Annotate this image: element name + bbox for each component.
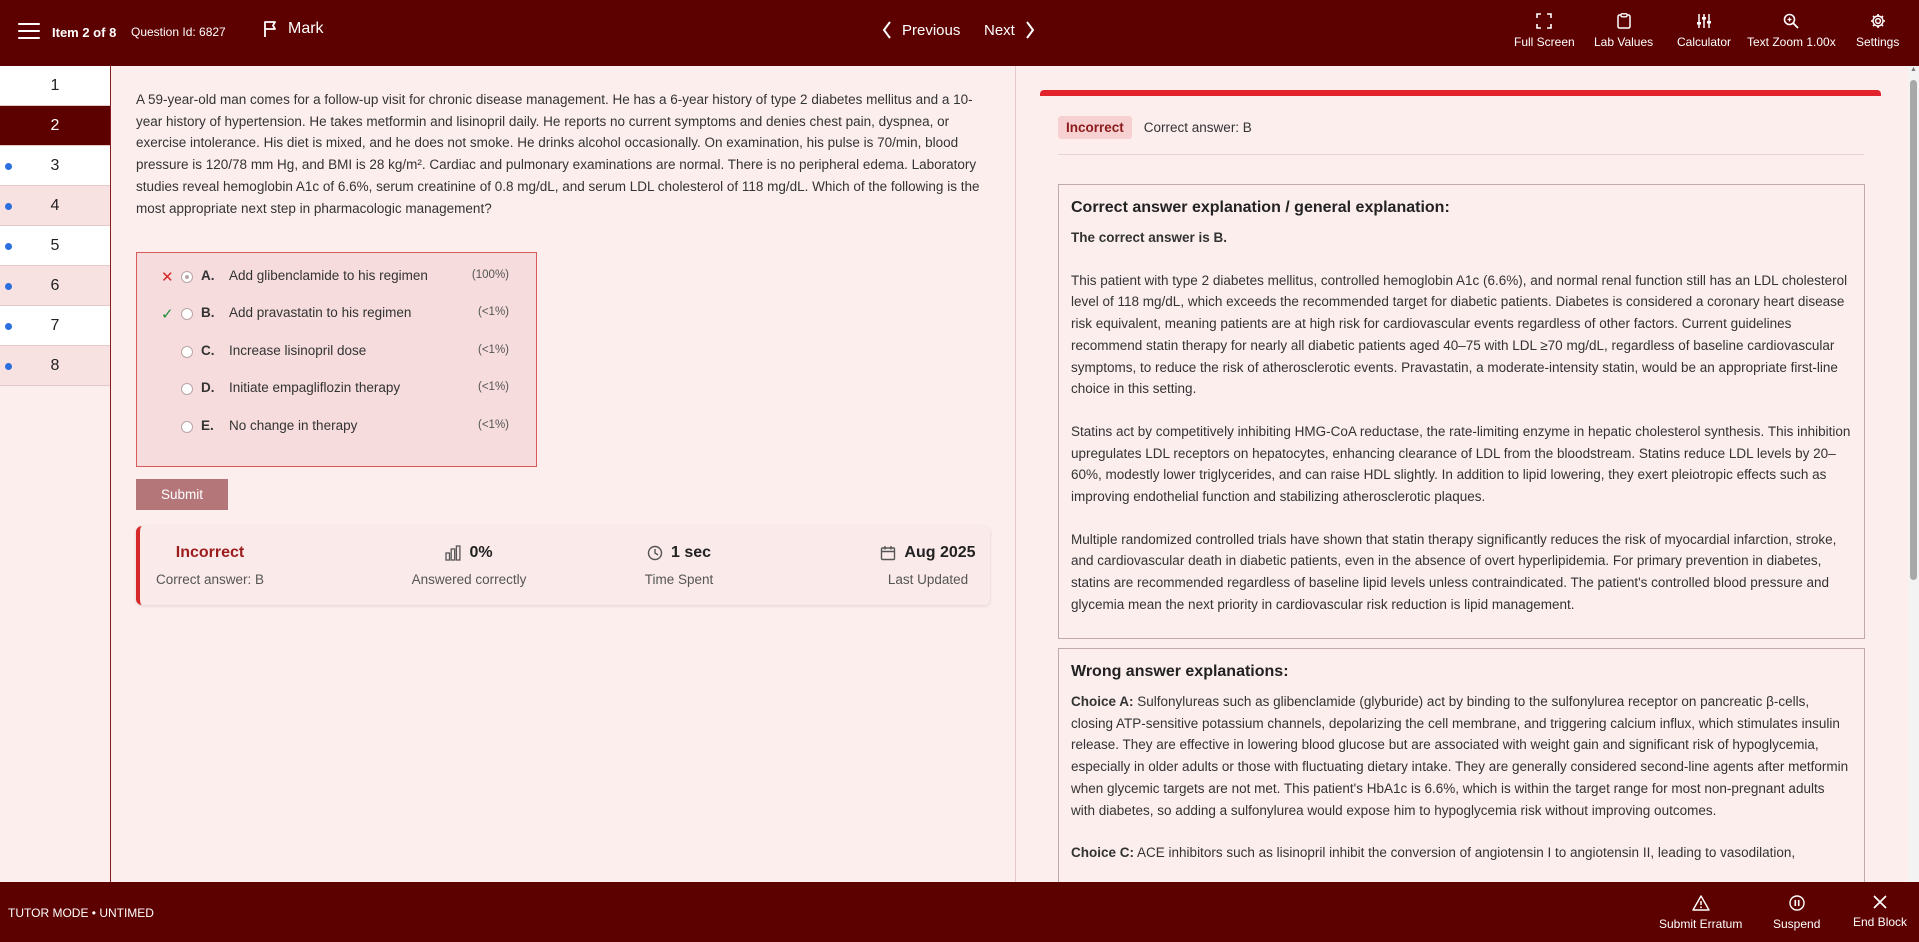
correct-answer-text: Correct answer: B [1143,120,1252,135]
top-bar [0,0,1919,66]
explanation-panel [1040,90,1881,882]
choice-e[interactable] [137,412,536,442]
gear-icon [1870,13,1886,29]
wrong-choice-explanation [1071,842,1852,864]
updated-value: Aug 2025 [904,544,976,561]
sliders-icon [1696,13,1712,29]
time-label: Time Spent [644,572,714,587]
choice-label: Choice A: [1071,694,1134,709]
correct-answer-lead: The correct answer is B. [1071,230,1228,245]
nav-item-3[interactable] [0,146,110,186]
question-navigator [0,66,111,882]
choice-explanation-text: ACE inhibitors such as lisinopril inhibit the conversion of angiotensin I to angiotensin II, leading to vasodilation, [1137,845,1796,861]
item-counter: Item 2 of 8 [52,25,117,40]
bar-chart-icon [445,545,461,561]
scroll-up-arrow-icon[interactable]: ▲ [1910,66,1917,73]
choice-text: Add glibenclamide to his regimen [229,268,428,283]
general-explanation-title: Correct answer explanation / general explanation: [1071,199,1450,216]
nav-item-2[interactable] [0,106,110,146]
choice-text: Increase lisinopril dose [229,343,367,358]
explanation-paragraph: This patient with type 2 diabetes mellitus, controlled hemoglobin A1c (6.6%), and normal renal function still has an LDL cholesterol level of 118 mg/dL, which exceeds the recommended target for diabetic patients. Diabetes is considered a coronary heart disease risk equivalent, meaning patients are at high risk for cardiovascular events regardless of other factors. Current guidelines recommend statin therapy for nearly all diabetic patients aged 40–75 with LDL ≥70 mg/dL, regardless of baseline cardiovascular symptoms, to reduce the risk of atherosclerotic events. Pravastatin, a moderate-intensity statin, would be an appropriate first-line choice in this setting. [1071,272,1848,397]
warning-icon [1692,895,1710,911]
full-screen-label: Full Screen [1514,35,1575,49]
clock-icon [647,545,663,561]
radio-button[interactable] [181,271,193,283]
time-value: 1 sec [670,544,712,561]
explanation-paragraph: Statins act by competitively inhibiting HMG-CoA reductase, the rate-limiting enzyme in hepatic cholesterol synthesis. This inhibition upregulates LDL receptors on hepatocytes, enhancing clearance of LDL from the bloodstream. Statins reduce LDL levels by 20–60%, modestly lower triglycerides, and can raise HDL slightly. In addition to lipid lowering, they exert pleiotropic effects such as improving endothelial function and stabilizing atherosclerotic plaques. [1071,423,1851,505]
explanation-status [1058,116,1252,139]
choice-letter: C. [201,343,215,358]
choice-percent: (<1%) [478,419,509,431]
scrollbar[interactable] [1908,66,1919,882]
nav-item-1[interactable] [0,66,110,106]
suspend-button[interactable] [1773,895,1820,931]
full-screen-button[interactable] [1514,13,1575,49]
nav-number: 3 [50,156,60,174]
result-status: Incorrect [175,544,245,561]
answer-choices [136,252,537,467]
incorrect-x-icon: ✕ [161,269,174,286]
previous-label: Previous [902,21,961,39]
question-id: Question Id: 6827 [131,25,226,39]
next-button[interactable] [984,21,1035,39]
nav-item-7[interactable] [0,306,110,346]
expand-icon [1536,13,1552,29]
pane-divider[interactable] [1015,66,1016,882]
choice-letter: A. [201,268,215,283]
pause-icon [1789,895,1805,911]
time-stat [634,544,724,587]
previous-button[interactable] [882,21,960,39]
explanation-paragraph: Multiple randomized controlled trials have shown that statin therapy significantly reduces the risk of myocardial infarction, stroke, and cardiovascular death in diabetic patients, even in the absence of overt hyperlipidemia. For primary prevention in diabetes, statins are recommended regardless of baseline lipid levels unless contraindicated. The patient's controlled blood pressure and glycemia mean the next priority in cardiovascular risk reduction is lipid management. [1071,531,1837,612]
nav-item-4[interactable] [0,186,110,226]
correct-answer-text: Correct answer: B [155,572,265,587]
nav-number: 7 [50,316,60,334]
nav-number: 5 [50,236,60,254]
divider [1058,154,1864,155]
next-label: Next [984,21,1015,39]
choice-explanation-text: Sulfonylureas such as glibenclamide (glyburide) act by binding to the sulfonylurea receptor on pancreatic β-cells, closing ATP-sensitive potassium channels, depolarizing the cell membrane, and triggering calcium influx, which stimulates insulin release. They are effective in lowering blood glucose but are associated with weight gain and significant risk of hypoglycemia, especially in older adults or those with fluctuating dietary intake. They are generally considered second-line agents after metformin when glycemic targets are not met. This patient's HbA1c is 6.6%, which is within the target range for most non-pregnant adults with diabetes, so adding a sulfonylurea would expose him to hypoglycemia risk without improving outcomes. [1071,694,1849,818]
radio-button[interactable] [181,346,193,358]
unanswered-dot-icon [5,203,12,210]
lab-values-label: Lab Values [1594,35,1654,49]
end-block-label: End Block [1853,915,1908,929]
zoom-icon [1783,13,1799,29]
text-zoom-button[interactable] [1747,13,1836,49]
bottom-bar [0,882,1919,942]
correct-check-icon: ✓ [161,306,174,323]
radio-button[interactable] [181,421,193,433]
calculator-label: Calculator [1677,35,1732,49]
choice-percent: (100%) [471,269,509,281]
mark-label: Mark [288,20,324,37]
choice-d[interactable] [137,374,536,404]
updated-stat [876,544,980,587]
result-stats-card [136,526,990,605]
wrong-explanations-title: Wrong answer explanations: [1071,663,1289,680]
chevron-left-icon [882,21,892,39]
incorrect-badge: Incorrect [1058,116,1132,139]
nav-number: 8 [50,356,60,374]
choice-percent: (<1%) [478,381,509,393]
flag-icon [262,20,280,38]
radio-button[interactable] [181,308,193,320]
chevron-right-icon [1025,21,1035,39]
choice-text: No change in therapy [229,418,358,433]
suspend-label: Suspend [1773,917,1821,931]
unanswered-dot-icon [5,163,12,170]
wrong-choice-explanation [1071,691,1852,821]
question-stem: A 59-year-old man comes for a follow-up visit for chronic disease management. He has a 6-year history of type 2 diabetes mellitus and a 10-year history of hypertension. He takes metformin and lisinopril daily. He reports no current symptoms and denies chest pain, dyspnea, or exercise intolerance. His diet is mixed, and he does not smoke. He drinks alcohol occasionally. On examination, his pulse is 70/min, blood pressure is 120/78 mm Hg, and BMI is 28 kg/m². Cardiac and pulmonary examinations are normal. There is no peripheral edema. Laboratory studies reveal hemoglobin A1c of 6.6%, serum creatinine of 0.8 mg/dL, and serum LDL cholesterol of 118 mg/dL. Which of the following is the most appropriate next step in pharmacologic management? [136,92,980,216]
clipboard-icon [1617,13,1631,29]
choice-label: Choice C: [1071,845,1135,861]
menu-icon[interactable] [18,23,40,41]
nav-number: 2 [50,116,60,134]
mark-button[interactable] [262,20,324,38]
choice-percent: (<1%) [478,306,509,318]
mode-indicator: TUTOR MODE • UNTIMED [8,906,154,920]
choice-text: Initiate empagliflozin therapy [229,380,401,395]
choice-percent: (<1%) [478,344,509,356]
nav-item-8[interactable] [0,346,110,386]
unanswered-dot-icon [5,323,12,330]
settings-button[interactable] [1856,13,1899,49]
submit-button[interactable]: Submit [136,479,228,510]
nav-item-6[interactable] [0,266,110,306]
choice-text: Add pravastatin to his regimen [229,305,412,320]
choice-a[interactable] [137,262,536,292]
calendar-icon [880,545,896,561]
choice-b[interactable] [137,299,536,329]
result-stat [154,544,266,587]
unanswered-dot-icon [5,243,12,250]
choice-c[interactable] [137,337,536,367]
calculator-button[interactable] [1677,13,1731,49]
nav-number: 4 [50,196,60,214]
scroll-thumb[interactable] [1910,80,1917,580]
submit-erratum-button[interactable] [1659,895,1742,931]
unanswered-dot-icon [5,363,12,370]
percent-value: 0% [469,544,493,561]
percent-label: Answered correctly [411,572,527,587]
updated-label: Last Updated [887,572,969,587]
nav-number: 1 [50,76,60,94]
radio-button[interactable] [181,383,193,395]
nav-item-5[interactable] [0,226,110,266]
choice-letter: D. [201,380,215,395]
general-explanation-box [1058,184,1865,639]
percent-stat [404,544,534,587]
text-zoom-label: Text Zoom 1.00x [1747,35,1836,49]
wrong-explanations-box [1058,648,1865,882]
end-block-button[interactable] [1853,895,1907,929]
unanswered-dot-icon [5,283,12,290]
submit-erratum-label: Submit Erratum [1659,917,1743,931]
choice-letter: E. [201,418,214,433]
choice-letter: B. [201,305,215,320]
settings-label: Settings [1856,35,1900,49]
lab-values-button[interactable] [1594,13,1653,49]
close-icon [1873,895,1887,909]
nav-number: 6 [50,276,60,294]
